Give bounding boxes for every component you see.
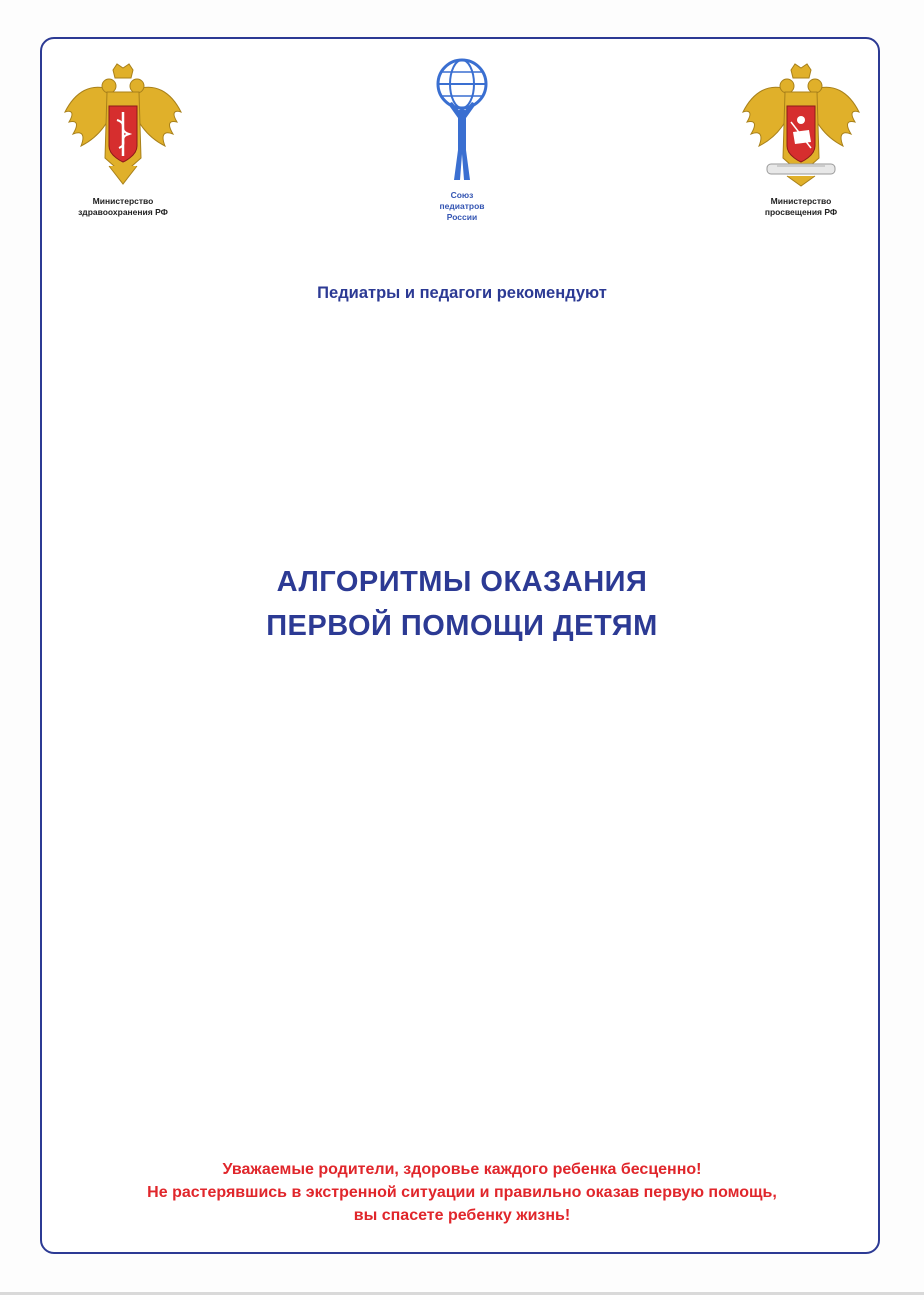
pediatric-union-logo (412, 58, 512, 223)
double-headed-eagle-medical-icon (61, 62, 185, 190)
appeal-line1: Уважаемые родители, здоровье каждого ребенка бесценно! (222, 1161, 702, 1178)
center-logo-caption (412, 190, 512, 223)
center-caption-line3: России (446, 212, 478, 222)
bottom-scan-edge (0, 1292, 924, 1295)
right-emblem-caption (726, 196, 876, 218)
left-emblem-caption (48, 196, 198, 218)
right-caption-line2: просвещения РФ (764, 207, 838, 217)
left-caption-line2: здравоохранения РФ (78, 207, 168, 217)
ministry-education-emblem (726, 62, 876, 218)
globe-figure-logo-icon (430, 58, 494, 186)
left-caption-line1: Министерство (92, 196, 154, 206)
document-title (0, 560, 924, 648)
center-caption-line1: Союз (450, 190, 474, 200)
ministry-health-emblem (48, 62, 198, 218)
center-caption-line2: педиатров (439, 201, 485, 211)
right-caption-line1: Министерство (770, 196, 832, 206)
appeal-line3: вы спасете ребенку жизнь! (353, 1207, 571, 1224)
title-line2: ПЕРВОЙ ПОМОЩИ ДЕТЯМ (266, 610, 658, 642)
parent-appeal (0, 1158, 924, 1227)
recommendation-tagline: Педиатры и педагоги рекомендуют (317, 284, 607, 302)
title-line1: АЛГОРИТМЫ ОКАЗАНИЯ (276, 566, 648, 598)
appeal-line2: Не растерявшись в экстренной ситуации и правильно оказав первую помощь, (147, 1184, 777, 1201)
double-headed-eagle-education-icon (739, 62, 863, 190)
